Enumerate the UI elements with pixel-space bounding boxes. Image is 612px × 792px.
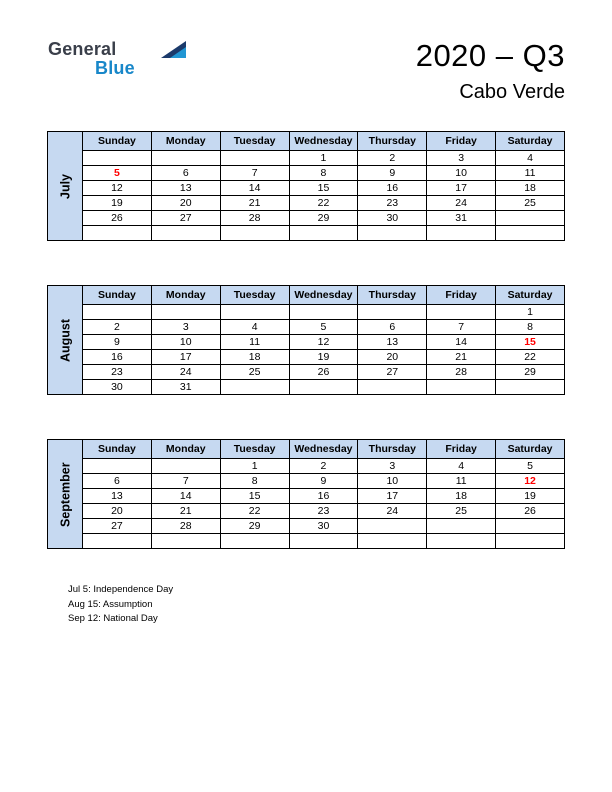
date-cell: 14	[427, 335, 496, 350]
empty-cell	[496, 519, 565, 534]
date-cell: 19	[496, 489, 565, 504]
day-header-tuesday: Tuesday	[220, 286, 289, 305]
date-cell: 5	[289, 320, 358, 335]
date-cell: 14	[220, 181, 289, 196]
holiday-note: Jul 5: Independence Day	[68, 584, 174, 595]
date-cell: 8	[289, 166, 358, 181]
holiday-note: Sep 12: National Day	[68, 613, 158, 624]
holiday-note: Aug 15: Assumption	[68, 598, 153, 610]
date-cell: 3	[151, 320, 220, 335]
date-cell: 26	[289, 365, 358, 380]
week-row	[48, 380, 565, 395]
date-cell: 22	[496, 350, 565, 365]
week-row	[48, 504, 565, 519]
empty-cell	[427, 534, 496, 549]
date-cell: 25	[220, 365, 289, 380]
date-cell: 31	[151, 380, 220, 395]
date-cell: 18	[496, 181, 565, 196]
week-row	[48, 211, 565, 226]
date-cell: 24	[358, 504, 427, 519]
date-cell: 19	[289, 350, 358, 365]
empty-cell	[151, 459, 220, 474]
date-cell: 7	[151, 474, 220, 489]
empty-cell	[427, 519, 496, 534]
date-cell: 29	[496, 365, 565, 380]
date-cell: 21	[427, 350, 496, 365]
date-cell: 16	[289, 489, 358, 504]
calendar-tables	[47, 131, 565, 593]
empty-cell	[220, 534, 289, 549]
empty-cell	[220, 226, 289, 241]
day-header-saturday: Saturday	[496, 440, 565, 459]
day-header-tuesday: Tuesday	[220, 440, 289, 459]
date-cell: 15	[289, 181, 358, 196]
day-header-wednesday: Wednesday	[289, 440, 358, 459]
week-row	[48, 320, 565, 335]
date-cell: 11	[496, 166, 565, 181]
date-cell: 14	[151, 489, 220, 504]
date-cell: 28	[427, 365, 496, 380]
day-header-tuesday: Tuesday	[220, 132, 289, 151]
date-cell: 6	[83, 474, 152, 489]
date-cell: 22	[220, 504, 289, 519]
date-cell: 19	[83, 196, 152, 211]
day-header-sunday: Sunday	[83, 286, 152, 305]
holiday-notes	[68, 583, 173, 627]
week-row	[48, 151, 565, 166]
date-cell: 1	[220, 459, 289, 474]
day-header-monday: Monday	[151, 132, 220, 151]
date-cell: 10	[427, 166, 496, 181]
logo-triangle-icon	[161, 41, 187, 59]
date-cell: 3	[427, 151, 496, 166]
empty-cell	[83, 459, 152, 474]
date-cell: 2	[83, 320, 152, 335]
date-cell: 17	[427, 181, 496, 196]
date-cell: 25	[427, 504, 496, 519]
empty-cell	[496, 211, 565, 226]
empty-cell	[358, 519, 427, 534]
date-cell: 16	[358, 181, 427, 196]
empty-cell	[289, 305, 358, 320]
empty-cell	[289, 226, 358, 241]
date-cell: 23	[289, 504, 358, 519]
empty-cell	[289, 380, 358, 395]
date-cell: 9	[358, 166, 427, 181]
empty-cell	[83, 151, 152, 166]
day-header-friday: Friday	[427, 286, 496, 305]
date-cell: 24	[427, 196, 496, 211]
empty-cell	[83, 226, 152, 241]
date-cell: 8	[220, 474, 289, 489]
empty-cell	[427, 226, 496, 241]
date-cell: 4	[496, 151, 565, 166]
date-cell: 30	[358, 211, 427, 226]
date-cell: 20	[151, 196, 220, 211]
date-cell: 23	[358, 196, 427, 211]
empty-cell	[358, 380, 427, 395]
date-cell: 20	[358, 350, 427, 365]
month-table-august	[47, 285, 565, 395]
date-cell: 27	[83, 519, 152, 534]
date-cell: 30	[83, 380, 152, 395]
logo	[48, 40, 198, 78]
date-cell: 27	[358, 365, 427, 380]
date-cell: 4	[427, 459, 496, 474]
date-cell: 5	[83, 166, 152, 181]
day-header-wednesday: Wednesday	[289, 132, 358, 151]
empty-cell	[358, 534, 427, 549]
empty-cell	[427, 305, 496, 320]
date-cell: 15	[220, 489, 289, 504]
date-cell: 4	[220, 320, 289, 335]
day-header-monday: Monday	[151, 440, 220, 459]
day-header-wednesday: Wednesday	[289, 286, 358, 305]
day-header-saturday: Saturday	[496, 132, 565, 151]
day-header-thursday: Thursday	[358, 286, 427, 305]
date-cell: 22	[289, 196, 358, 211]
date-cell: 11	[220, 335, 289, 350]
page-title: 2020 – Q3	[415, 38, 565, 73]
date-cell: 28	[151, 519, 220, 534]
date-cell: 12	[496, 474, 565, 489]
empty-cell	[427, 380, 496, 395]
month-label-august: August	[48, 286, 83, 395]
date-cell: 26	[83, 211, 152, 226]
logo-text-general: General	[48, 39, 117, 59]
date-cell: 13	[83, 489, 152, 504]
date-cell: 1	[289, 151, 358, 166]
empty-cell	[151, 226, 220, 241]
date-cell: 9	[83, 335, 152, 350]
date-cell: 20	[83, 504, 152, 519]
empty-cell	[220, 380, 289, 395]
date-cell: 11	[427, 474, 496, 489]
date-cell: 13	[151, 181, 220, 196]
date-cell: 23	[83, 365, 152, 380]
date-cell: 6	[151, 166, 220, 181]
week-row	[48, 181, 565, 196]
date-cell: 6	[358, 320, 427, 335]
week-row	[48, 365, 565, 380]
date-cell: 7	[220, 166, 289, 181]
week-row	[48, 534, 565, 549]
empty-cell	[358, 226, 427, 241]
date-cell: 21	[151, 504, 220, 519]
date-cell: 21	[220, 196, 289, 211]
empty-cell	[496, 226, 565, 241]
page-subtitle: Cabo Verde	[459, 81, 565, 103]
week-row	[48, 489, 565, 504]
month-label-september: September	[48, 440, 83, 549]
date-cell: 12	[83, 181, 152, 196]
date-cell: 29	[289, 211, 358, 226]
date-cell: 8	[496, 320, 565, 335]
date-cell: 13	[358, 335, 427, 350]
week-row	[48, 519, 565, 534]
week-row	[48, 459, 565, 474]
date-cell: 18	[427, 489, 496, 504]
day-header-thursday: Thursday	[358, 132, 427, 151]
day-header-monday: Monday	[151, 286, 220, 305]
date-cell: 31	[427, 211, 496, 226]
day-header-thursday: Thursday	[358, 440, 427, 459]
date-cell: 17	[151, 350, 220, 365]
day-header-sunday: Sunday	[83, 440, 152, 459]
date-cell: 17	[358, 489, 427, 504]
empty-cell	[220, 305, 289, 320]
empty-cell	[496, 534, 565, 549]
date-cell: 15	[496, 335, 565, 350]
month-table-september	[47, 439, 565, 549]
date-cell: 16	[83, 350, 152, 365]
week-row	[48, 305, 565, 320]
empty-cell	[151, 305, 220, 320]
day-header-saturday: Saturday	[496, 286, 565, 305]
empty-cell	[220, 151, 289, 166]
date-cell: 12	[289, 335, 358, 350]
date-cell: 3	[358, 459, 427, 474]
week-row	[48, 335, 565, 350]
day-header-friday: Friday	[427, 440, 496, 459]
empty-cell	[151, 151, 220, 166]
empty-cell	[151, 534, 220, 549]
week-row	[48, 166, 565, 181]
date-cell: 25	[496, 196, 565, 211]
empty-cell	[289, 534, 358, 549]
date-cell: 30	[289, 519, 358, 534]
week-row	[48, 350, 565, 365]
date-cell: 10	[151, 335, 220, 350]
header-titles	[416, 38, 565, 104]
month-label-july: July	[48, 132, 83, 241]
empty-cell	[83, 534, 152, 549]
date-cell: 27	[151, 211, 220, 226]
date-cell: 29	[220, 519, 289, 534]
month-table-july	[47, 131, 565, 241]
week-row	[48, 226, 565, 241]
date-cell: 18	[220, 350, 289, 365]
week-row	[48, 474, 565, 489]
logo-text-blue: Blue	[95, 57, 135, 78]
date-cell: 9	[289, 474, 358, 489]
date-cell: 24	[151, 365, 220, 380]
week-row	[48, 196, 565, 211]
date-cell: 2	[289, 459, 358, 474]
date-cell: 1	[496, 305, 565, 320]
date-cell: 2	[358, 151, 427, 166]
date-cell: 7	[427, 320, 496, 335]
date-cell: 26	[496, 504, 565, 519]
empty-cell	[83, 305, 152, 320]
date-cell: 10	[358, 474, 427, 489]
day-header-sunday: Sunday	[83, 132, 152, 151]
date-cell: 28	[220, 211, 289, 226]
date-cell: 5	[496, 459, 565, 474]
empty-cell	[358, 305, 427, 320]
empty-cell	[496, 380, 565, 395]
day-header-friday: Friday	[427, 132, 496, 151]
